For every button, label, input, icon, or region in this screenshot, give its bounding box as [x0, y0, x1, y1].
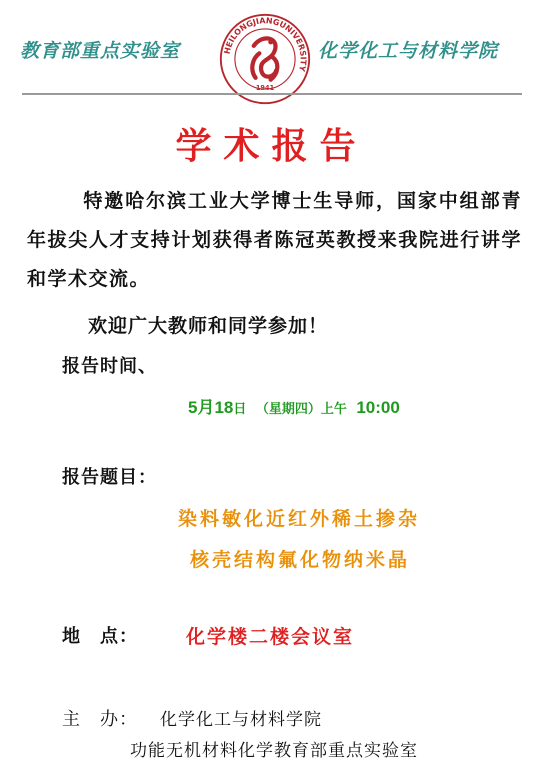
topic-line-2: 核壳结构氟化物纳米晶	[190, 549, 411, 571]
intro-paragraph	[27, 182, 522, 299]
place-value: 化学楼二楼会议室	[186, 626, 355, 648]
time-weekday: （星期四）上午	[255, 401, 347, 416]
topic-label: 报告题目：	[62, 467, 157, 488]
university-logo	[218, 12, 312, 106]
welcome-text: 欢迎广大教师和同学参加！	[88, 315, 329, 337]
time-day-unit: 日	[233, 401, 247, 416]
host-label: 主 办：	[62, 709, 138, 730]
svg-text:HEILONGJIANGUNIVERSITY: HEILONGJIANGUNIVERSITY	[222, 16, 308, 73]
time-label: 报告时间、	[62, 356, 157, 377]
time-value	[188, 393, 400, 418]
host-line-1: 化学化工与材料学院	[160, 710, 322, 730]
time-clock: 10:00	[356, 398, 400, 417]
header-left-text: 教育部重点实验室	[20, 40, 181, 62]
svg-text:1941: 1941	[255, 84, 275, 93]
header-divider	[22, 93, 522, 95]
dragon-emblem	[252, 38, 277, 79]
intro-text: 特邀哈尔滨工业大学博士生导师，国家中组部青年拔尖人才支持计划获得者陈冠英教授来我院进行讲学和学术交流。	[27, 190, 522, 290]
topic-line-1: 染料敏化近红外稀土掺杂	[178, 508, 421, 530]
host-line-2: 功能无机材料化学教育部重点实验室	[130, 741, 418, 761]
page-title: 学术报告	[175, 125, 368, 167]
place-label: 地 点：	[62, 626, 138, 647]
time-month-day: 5月18	[188, 398, 234, 417]
header-right-text: 化学化工与材料学院	[318, 40, 499, 62]
